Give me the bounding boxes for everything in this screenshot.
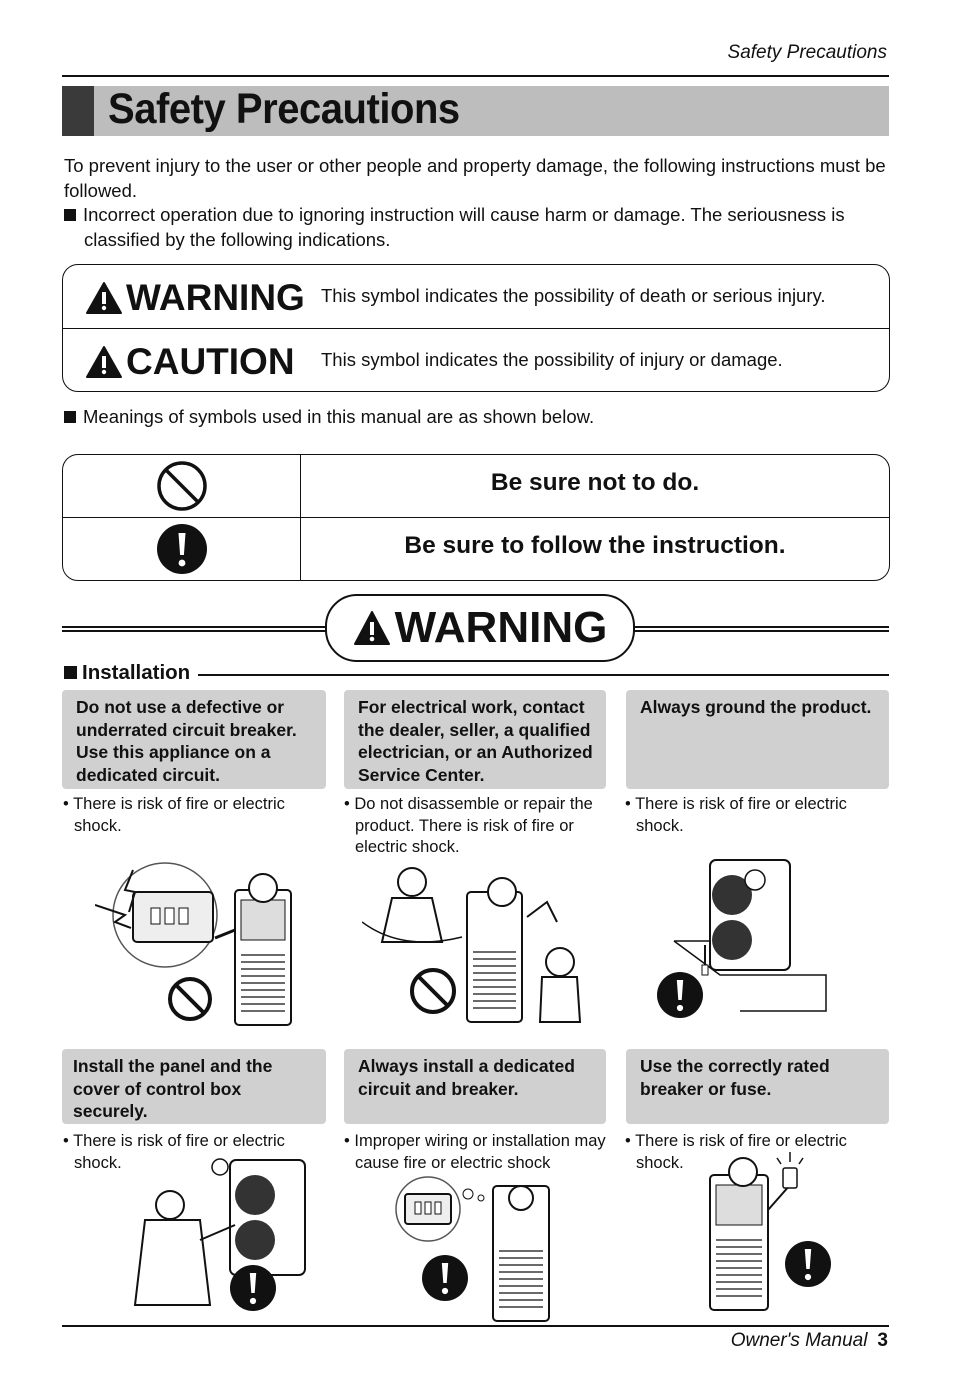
- square-bullet-icon: [64, 666, 77, 679]
- meanings-text: Meanings of symbols used in this manual are as shown below.: [83, 406, 595, 427]
- item-heading-card: Always install a dedicated circuit and breaker.: [344, 1049, 606, 1124]
- warning-banner: [325, 594, 635, 662]
- prohibition-meaning: Be sure not to do.: [490, 469, 700, 496]
- technician-illustration: [362, 862, 587, 1027]
- fuse-illustration: [705, 1150, 825, 1315]
- symbol-legend-table: [62, 454, 890, 581]
- signal-word-table: [62, 264, 890, 392]
- intro-bullet: [64, 203, 894, 252]
- meanings-line: [64, 406, 594, 428]
- mandatory-meaning: Be sure to follow the instruction.: [404, 532, 786, 559]
- item-note: • Do not disassemble or repair the product. There is risk of fire or electric shock.: [344, 795, 593, 856]
- prohibition-icon: [167, 976, 213, 1022]
- dedicated-circuit-illustration: [395, 1176, 555, 1324]
- item-note: • There is risk of fire or electric shock.: [625, 1132, 847, 1172]
- control-box-illustration: [125, 1155, 310, 1315]
- item-heading-card: Install the panel and the cover of control box securely.: [62, 1049, 326, 1124]
- intro: [64, 154, 894, 252]
- title-tab: [62, 86, 94, 136]
- caution-label: [85, 341, 295, 383]
- mandatory-icon: [656, 971, 704, 1019]
- section-heading: [64, 661, 198, 685]
- item-heading-card: Do not use a defective or underrated circuit breaker. Use this appliance on a dedicated circuit.: [62, 690, 326, 789]
- item-note: • There is risk of fire or electric shock.: [625, 795, 847, 835]
- page-footer: [731, 1330, 888, 1352]
- intro-bullet-text: Incorrect operation due to ignoring instruction will cause harm or damage. The seriousness is classified by the following indications.: [83, 204, 845, 250]
- caution-description: This symbol indicates the possibility of injury or damage.: [321, 349, 783, 370]
- running-header: Safety Precautions: [727, 42, 887, 63]
- mandatory-icon: [421, 1254, 469, 1302]
- item-note: • There is risk of fire or electric shock.: [63, 795, 285, 835]
- item-heading-card: Always ground the product.: [626, 690, 889, 789]
- square-bullet-icon: [64, 209, 76, 221]
- footer-label: Owner's Manual: [730, 1330, 868, 1351]
- caution-triangle-icon: [85, 345, 123, 379]
- warning-word: WARNING: [126, 277, 305, 318]
- warning-triangle-icon: [85, 281, 123, 315]
- caution-word: CAUTION: [126, 341, 295, 382]
- prohibition-icon: [156, 460, 208, 512]
- item-note: • There is risk of fire or electric shock.: [63, 1132, 285, 1172]
- top-rule: [62, 75, 889, 77]
- mandatory-icon: [156, 523, 208, 575]
- section-title: Installation: [82, 661, 191, 684]
- square-bullet-icon: [64, 411, 76, 423]
- item-note-text: Improper wiring or installation may cause fire or electric shock: [354, 1132, 606, 1172]
- warning-label: [85, 277, 305, 319]
- mandatory-icon: [784, 1240, 832, 1288]
- item-heading-card: Use the correctly rated breaker or fuse.: [626, 1049, 889, 1124]
- item-heading-card: For electrical work, contact the dealer, seller, a qualified electrician, or an Authorized Service Center.: [344, 690, 606, 789]
- warning-description: This symbol indicates the possibility of death or serious injury.: [321, 285, 826, 306]
- banner-rule-right: [632, 626, 889, 632]
- signal-row-caution: [63, 328, 889, 392]
- item-note-text: There is risk of fire or electric shock.: [635, 1132, 847, 1172]
- item-note: • Improper wiring or installation may cause fire or electric shock: [344, 1132, 606, 1172]
- item-note-text: Do not disassemble or repair the product. There is risk of fire or electric shock.: [354, 795, 593, 856]
- item-note-text: There is risk of fire or electric shock.: [73, 1132, 285, 1172]
- page-number: 3: [877, 1330, 888, 1351]
- item-note-text: There is risk of fire or electric shock.: [73, 795, 285, 835]
- item-note-text: There is risk of fire or electric shock.: [635, 795, 847, 835]
- title-band: [62, 86, 889, 136]
- signal-row-warning: [63, 265, 889, 328]
- bottom-rule: [62, 1325, 889, 1327]
- warning-triangle-icon: [353, 610, 391, 646]
- symbol-row-mandatory: [63, 517, 889, 580]
- mandatory-icon: [229, 1264, 277, 1312]
- prohibition-icon: [409, 967, 457, 1015]
- banner-rule-left: [62, 626, 328, 632]
- page-title: Safety Precautions: [108, 85, 460, 133]
- symbol-row-prohibition: [63, 455, 889, 517]
- warning-banner-word: WARNING: [394, 603, 608, 652]
- intro-paragraph: To prevent injury to the user or other people and property damage, the following instructions must be followed.: [64, 155, 886, 201]
